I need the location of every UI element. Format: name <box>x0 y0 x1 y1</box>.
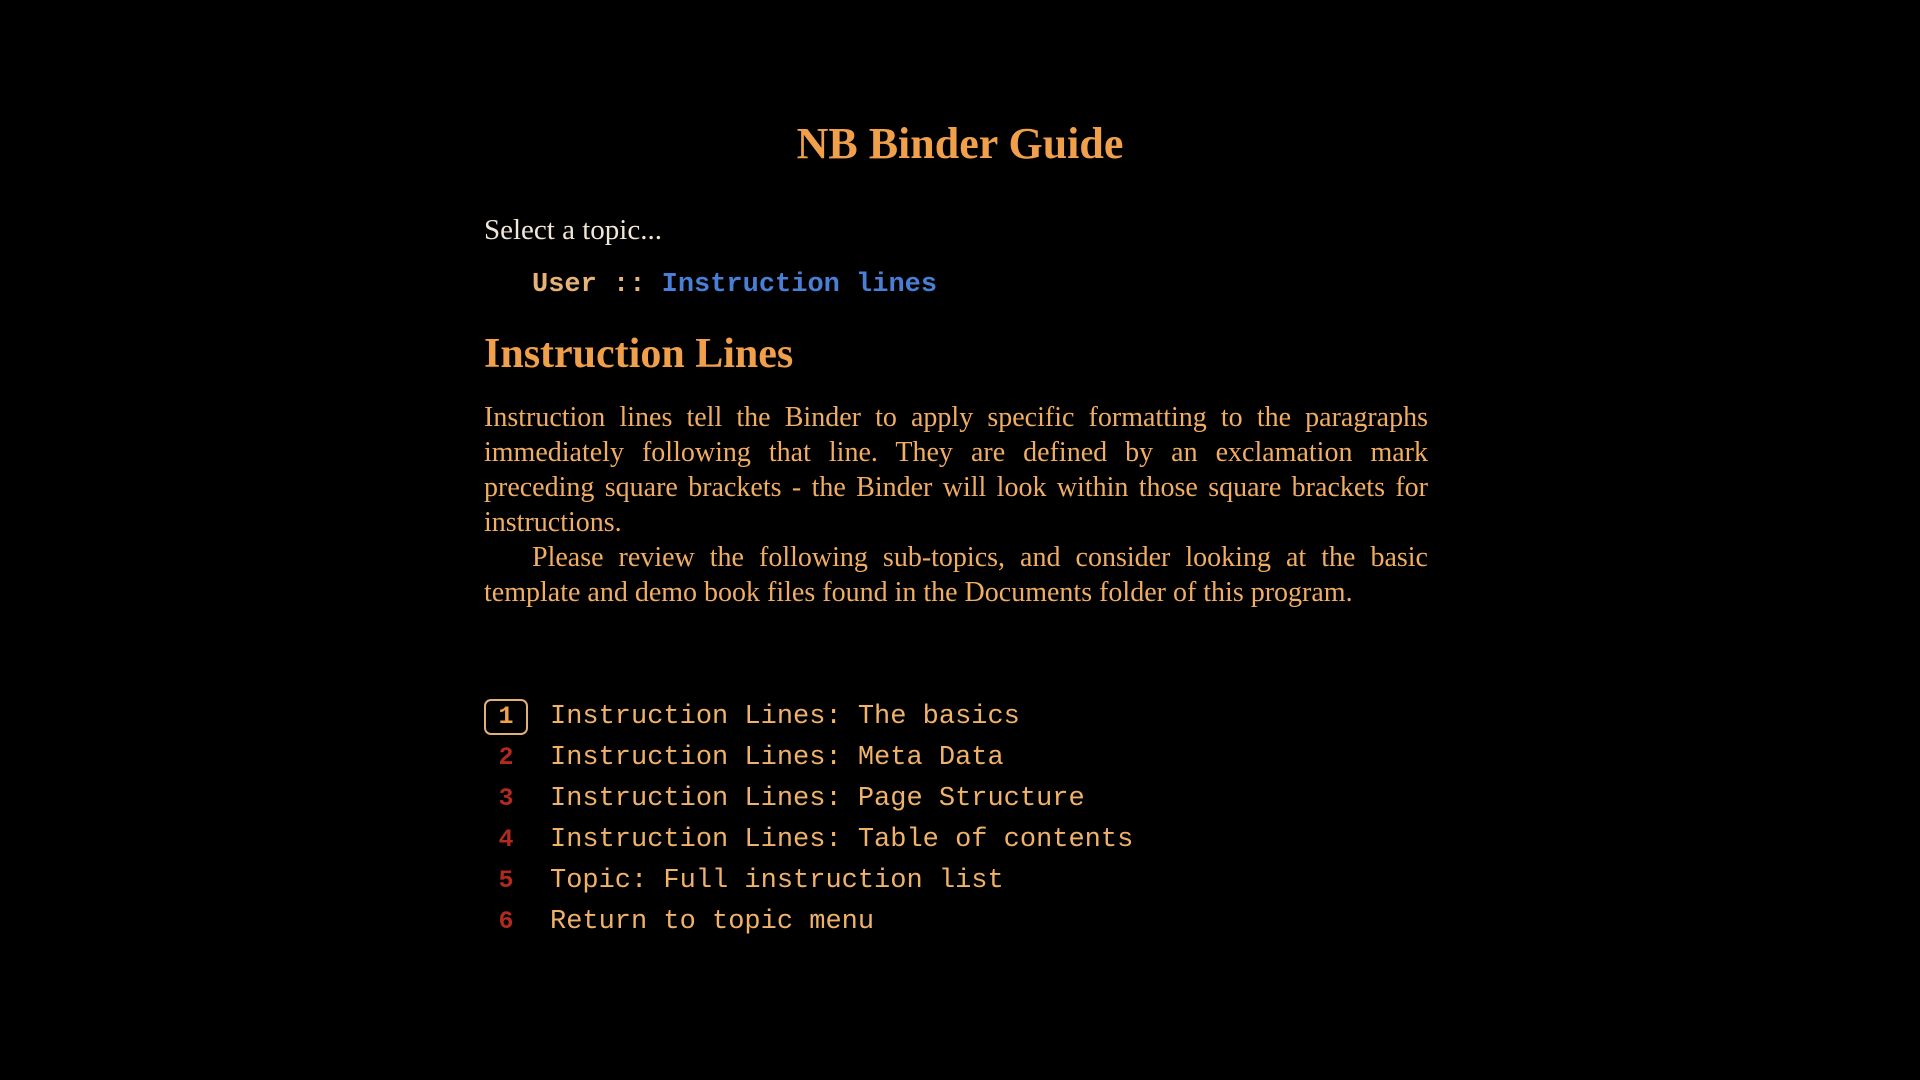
menu-item-number: 4 <box>498 825 514 854</box>
menu-item-number: 5 <box>498 866 514 895</box>
menu-item-page-structure[interactable] <box>484 778 1133 819</box>
breadcrumb-prefix: User :: <box>532 270 662 300</box>
menu-item-number: 2 <box>498 743 514 772</box>
menu-item-full-instruction-list[interactable] <box>484 860 1133 901</box>
menu-item-return-to-topic-menu[interactable] <box>484 901 1133 942</box>
menu-item-meta-data[interactable] <box>484 737 1133 778</box>
menu-item-label: Instruction Lines: Meta Data <box>550 742 1004 773</box>
menu-item-label: Return to topic menu <box>550 906 875 937</box>
topic-menu <box>484 696 1133 942</box>
breadcrumb <box>532 270 937 300</box>
menu-item-table-of-contents[interactable] <box>484 819 1133 860</box>
section-heading: Instruction Lines <box>484 331 794 377</box>
body-paragraph: Please review the following sub-topics, and consider looking at the basic template and demo book files found in the Documents folder of this program. <box>484 542 1428 608</box>
body-paragraph: Instruction lines tell the Binder to apply specific formatting to the paragraphs immediately following that line. They are defined by an exclamation mark preceding square brackets - the Binder will look within those square brackets for instructions. <box>484 402 1428 538</box>
menu-item-number: 3 <box>498 784 514 813</box>
menu-item-label: Instruction Lines: The basics <box>550 701 1020 732</box>
menu-item-number: 6 <box>498 907 514 936</box>
breadcrumb-current-link[interactable]: Instruction lines <box>661 270 938 300</box>
menu-item-the-basics[interactable] <box>484 696 1133 737</box>
section-body <box>484 400 1428 610</box>
select-topic-prompt: Select a topic... <box>484 214 662 246</box>
menu-item-label: Instruction Lines: Page Structure <box>550 783 1085 814</box>
menu-item-label: Topic: Full instruction list <box>550 865 1004 896</box>
page-title: NB Binder Guide <box>796 119 1124 168</box>
menu-item-number: 1 <box>484 699 528 735</box>
menu-item-label: Instruction Lines: Table of contents <box>550 824 1134 855</box>
